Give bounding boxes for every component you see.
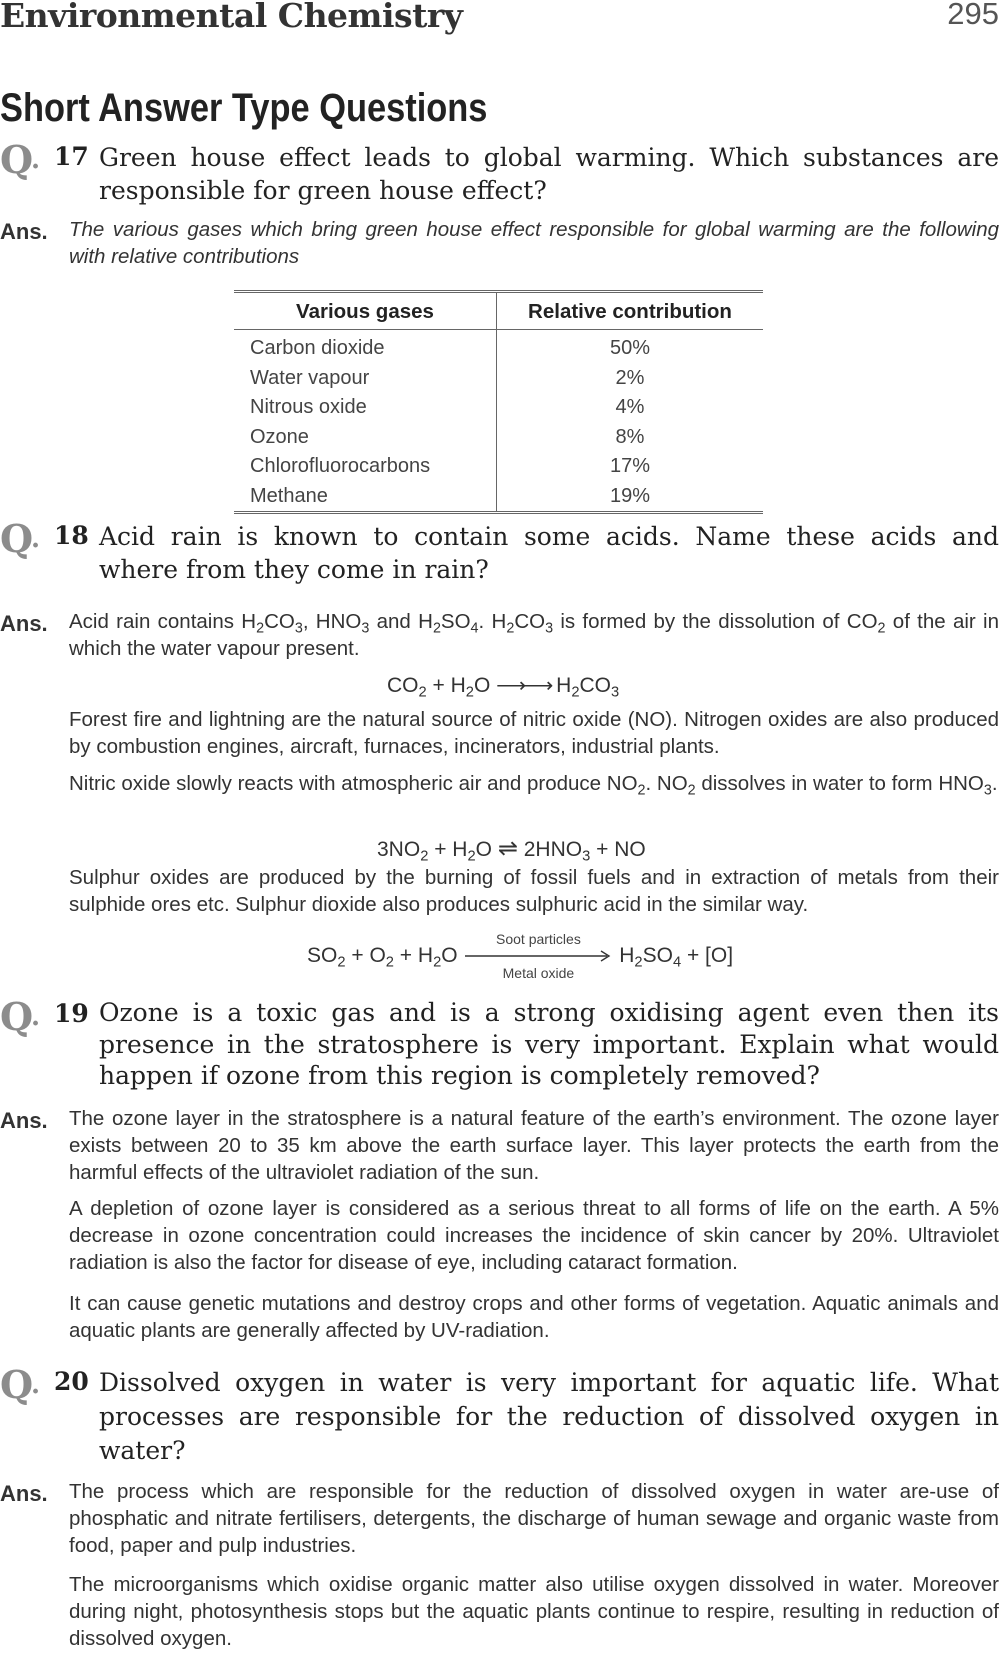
question-number: 18 (54, 521, 89, 550)
gas-contribution: 8% (615, 425, 645, 448)
answer-text: Nitric oxide slowly reacts with atmospheric air and produce $NO_2$. $NO_2$ dissolves in water to form $HNO_3$. (69, 772, 998, 799)
greenhouse-gases-table (234, 290, 763, 514)
gas-name: Nitrous oxide (234, 393, 497, 423)
gas-name: Water vapour (234, 364, 497, 394)
answer-text: The microorganisms which oxidise organic matter also utilise oxygen dissolved in water. Moreover during night, photosynthesis stops but the aquatic plants continue to respire, resulting in reduction of dissolved oxygen. (69, 1573, 999, 1650)
equation-sulphuric-acid: $SO_2 + O_2 + H_2O$ Soot particles Metal oxide $H_2SO_4 + [O]$ (307, 931, 734, 982)
section-title: Short Answer Type Questions (0, 86, 488, 130)
q-marker: Q (0, 516, 34, 561)
textbook-page: Environmental Chemistry 295 Short Answer Type Questions Q . 17 Green house effect leads to global warming. Which substances are responsible for green house effect? Ans. The various gases which bring green house effect responsible for global warming are the following with relative contributions Various gases Relative contribution Carbon dioxide 50% Water vapour 2% Nitrous oxide 4% Ozone 8% Chlorofluorocarbons 17% Methane 19% Q . 18 Acid rain is known to contain some acids. Name these acids and where from they come in rain? Ans. Acid rain contains $H_2CO_3$, $HNO_3$ and $H_2SO_4$. $H_2CO_3$ is formed by the dissolution of $CO_2$ of the air in which the water vapour present. $CO_2 + H_2O$ ⟶⟶ $H_2CO_3$ Forest fire and lightning are the natural source of nitric oxide (NO). Nitrogen oxides are also produced by combustion engines, aircraft, furnaces, incinerators, industrial plants. Nitric oxide slowly reacts with atmospheric air and produce $NO_2$. $NO_2$ dissolves in water to form $HNO_3$. $3NO_2 + H_2O$ ⇌ $2HNO_3$ + NO Sulphur oxides are produced by the burning of fossil fuels and in extraction of metals from their sulphide ores etc. Sulphur dioxide also produces sulphuric acid in the similar way. $SO_2 + O_2 + H_2O$ Soot particles Metal oxide $H_2SO_4 + [O]$ Q . 19 Ozone is a toxic gas and is a strong oxidising agent even then its presence in the stratosphere is very important. Explain what would happen if ozone from this region is completely removed? Ans. The ozone layer in the stratosphere is a natural feature of the earth’s environment. The ozone layer exists between 20 to 35 km above the earth surface layer. This layer protects the earth from the harmful effects of the ultraviolet radiation of the sun. A depletion of ozone layer is considered as a serious threat to all forms of life on the earth. A 5% decrease in ozone concentration could increases the incidence of skin cancer by 20%. Ultraviolet radiation is also the factor for disease of eye, including cataract formation. It can cause genetic mutations and destroy crops and other forms of vegetation. Aquatic animals and aquatic plants are generally affected by UV-radiation. Q . 20 Dissolved oxygen in water is very important for aquatic life. What processes are responsible for the reduction of dissolved oxygen in water? Ans. The process which are responsible for the reduction of dissolved oxygen in water are-use of phosphatic and nitrate fertilisers, detergents, the discharge of human sewage and organic waste from food, paper and pulp industries. The microorganisms which oxidise organic matter also utilise oxygen dissolved in water. Moreover during night, photosynthesis stops but the aquatic plants continue to respire, resulting in reduction of dissolved oxygen. (0, 0, 999, 1654)
question-text: Green house effect leads to global warming. Which substances are responsible for green house effect? (99, 143, 999, 205)
answer-text: Sulphur oxides are produced by the burning of fossil fuels and in extraction of metals from their sulphide ores etc. Sulphur dioxide also produces sulphuric acid in the similar way. (69, 866, 999, 916)
table-row (234, 364, 763, 394)
table-header: Relative contribution (497, 292, 764, 330)
question-number: 17 (54, 142, 89, 171)
answer-label: Ans. (0, 611, 48, 636)
question-number: 19 (54, 999, 89, 1028)
table-header: Various gases (234, 292, 497, 330)
question-number: 20 (54, 1367, 89, 1396)
page-number: 295 (947, 0, 999, 31)
table-row (234, 452, 763, 482)
equation-carbonic-acid: $CO_2 + H_2O$ ⟶⟶ $H_2CO_3$ (387, 674, 620, 701)
answer-text: The various gases which bring green house effect responsible for global warming are the following with relative contributions (69, 218, 999, 268)
gas-contribution: 17% (609, 455, 651, 478)
arrow-label-top: Soot particles (496, 931, 581, 948)
gas-contribution: 19% (497, 482, 764, 513)
gas-name: Ozone (234, 423, 497, 453)
gas-contribution: 2% (615, 366, 645, 389)
table-row (234, 482, 763, 513)
gas-name: Carbon dioxide (234, 330, 497, 364)
question-text: Dissolved oxygen in water is very important for aquatic life. What processes are responsible for the reduction of dissolved oxygen in water? (99, 1368, 999, 1465)
q-marker: Q (0, 994, 34, 1039)
question-text: Ozone is a toxic gas and is a strong oxidising agent even then its presence in the stratosphere is very important. Explain what would happen if ozone from this region is completely removed? (99, 998, 999, 1090)
answer-label: Ans. (0, 1108, 48, 1133)
table-row (234, 330, 763, 364)
answer-text: It can cause genetic mutations and destroy crops and other forms of vegetation. Aquatic animals and aquatic plants are generally affected by UV-radiation. (69, 1292, 999, 1342)
gas-contribution: 50% (609, 337, 651, 360)
arrow-label-bottom: Metal oxide (502, 965, 575, 982)
equation-nitric-acid: $3NO_2 + H_2O$ ⇌ $2HNO_3$ + NO (377, 835, 646, 865)
answer-label: Ans. (0, 219, 48, 244)
gas-name: Methane (234, 482, 497, 513)
question-text: Acid rain is known to contain some acids. Name these acids and where from they come in rain? (99, 522, 999, 584)
q-marker: Q (0, 1362, 34, 1407)
q-marker: Q (0, 137, 34, 182)
answer-text: The process which are responsible for the reduction of dissolved oxygen in water are-use of phosphatic and nitrate fertilisers, detergents, the discharge of human sewage and organic waste from food, paper and pulp industries. (69, 1480, 999, 1557)
answer-text: Forest fire and lightning are the natural source of nitric oxide (NO). Nitrogen oxides are also produced by combustion engines, aircraft, furnaces, incinerators, industrial plants. (69, 708, 999, 758)
chapter-title: Environmental Chemistry (0, 0, 463, 35)
table-row (234, 423, 763, 453)
reaction-arrow (463, 931, 613, 982)
gas-contribution: 4% (615, 396, 645, 419)
answer-label: Ans. (0, 1481, 48, 1506)
table-row (234, 393, 763, 423)
answer-text: A depletion of ozone layer is considered as a serious threat to all forms of life on the earth. A 5% decrease in ozone concentration could increases the incidence of skin cancer by 20%. Ultraviolet radiation is also the factor for disease of eye, including cataract formation. (69, 1197, 999, 1274)
answer-text: The ozone layer in the stratosphere is a natural feature of the earth’s environment. The ozone layer exists between 20 to 35 km above the earth surface layer. This layer protects the earth from the harmful effects of the ultraviolet radiation of the sun. (69, 1107, 999, 1184)
gas-name: Chlorofluorocarbons (234, 452, 497, 482)
answer-text: Acid rain contains $H_2CO_3$, $HNO_3$ and $H_2SO_4$. $H_2CO_3$ is formed by the dissolution of $CO_2$ of the air in which the water vapour present. (69, 610, 999, 660)
